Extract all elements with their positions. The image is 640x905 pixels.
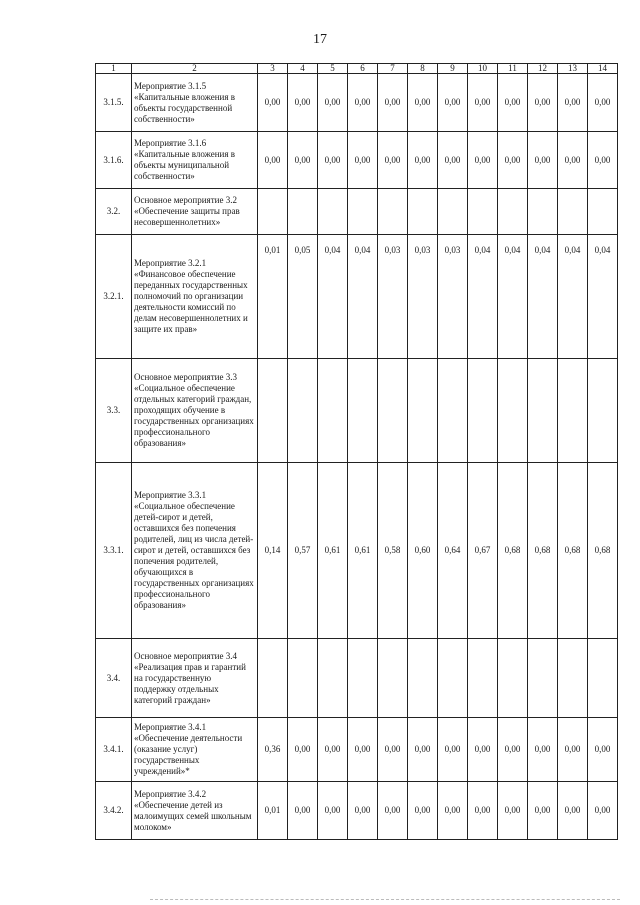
value-cell: 0,00 — [348, 782, 378, 840]
header-cell: 10 — [468, 64, 498, 74]
row-name: Мероприятие 3.3.1 «Социальное обеспечение детей-сирот и детей, оставшихся без попечения родителей, лиц из числа детей-сирот и детей, оставшихся без попечения родителей, обучающихся в государственных организациях профессионального образования» — [132, 463, 258, 639]
value-cell: 0,00 — [498, 132, 528, 189]
row-name: Основное мероприятие 3.2 «Обеспечение защиты прав несовершеннолетних» — [132, 189, 258, 235]
value-cell: 0,01 — [258, 782, 288, 840]
value-cell: 0,64 — [438, 463, 468, 639]
row-name: Мероприятие 3.2.1 «Финансовое обеспечение переданных государственных полномочий по организации деятельности комиссий по делам несовершеннолетних и защите их прав» — [132, 235, 258, 359]
value-cell: 0,00 — [408, 132, 438, 189]
value-cell — [528, 359, 558, 463]
header-cell: 14 — [588, 64, 618, 74]
value-cell: 0,36 — [258, 718, 288, 782]
value-cell — [408, 189, 438, 235]
value-cell — [498, 189, 528, 235]
value-cell — [558, 359, 588, 463]
value-cell: 0,00 — [408, 718, 438, 782]
value-cell — [348, 639, 378, 718]
value-cell — [318, 359, 348, 463]
value-cell — [528, 189, 558, 235]
value-cell: 0,00 — [468, 782, 498, 840]
table-row — [96, 189, 618, 235]
table-row — [96, 132, 618, 189]
value-cell: 0,68 — [498, 463, 528, 639]
value-cell: 0,00 — [438, 782, 468, 840]
value-cell: 0,00 — [498, 782, 528, 840]
value-cell: 0,00 — [288, 132, 318, 189]
value-cell — [498, 359, 528, 463]
value-cell: 0,00 — [528, 74, 558, 132]
value-cell: 0,00 — [528, 718, 558, 782]
header-cell: 6 — [348, 64, 378, 74]
value-cell: 0,00 — [378, 74, 408, 132]
value-cell: 0,04 — [348, 235, 378, 359]
value-cell: 0,00 — [468, 718, 498, 782]
value-cell: 0,04 — [318, 235, 348, 359]
value-cell — [498, 639, 528, 718]
value-cell — [588, 639, 618, 718]
value-cell: 0,04 — [498, 235, 528, 359]
value-cell: 0,03 — [378, 235, 408, 359]
value-cell: 0,00 — [558, 74, 588, 132]
header-cell: 11 — [498, 64, 528, 74]
header-cell: 12 — [528, 64, 558, 74]
value-cell: 0,61 — [318, 463, 348, 639]
value-cell — [258, 189, 288, 235]
header-cell: 5 — [318, 64, 348, 74]
value-cell: 0,00 — [468, 132, 498, 189]
table-row — [96, 718, 618, 782]
row-code: 3.2.1. — [96, 235, 132, 359]
value-cell — [438, 639, 468, 718]
header-cell: 2 — [132, 64, 258, 74]
program-table — [95, 63, 618, 840]
value-cell — [258, 639, 288, 718]
value-cell: 0,68 — [528, 463, 558, 639]
value-cell: 0,00 — [288, 782, 318, 840]
header-cell: 9 — [438, 64, 468, 74]
scan-bottom-line — [150, 899, 620, 900]
value-cell — [588, 359, 618, 463]
value-cell — [348, 189, 378, 235]
value-cell — [348, 359, 378, 463]
value-cell: 0,00 — [378, 782, 408, 840]
header-cell: 8 — [408, 64, 438, 74]
value-cell — [318, 189, 348, 235]
value-cell: 0,00 — [438, 132, 468, 189]
value-cell — [528, 639, 558, 718]
value-cell: 0,00 — [318, 74, 348, 132]
value-cell — [408, 639, 438, 718]
table-row — [96, 74, 618, 132]
value-cell: 0,68 — [558, 463, 588, 639]
value-cell: 0,00 — [378, 132, 408, 189]
header-cell: 7 — [378, 64, 408, 74]
value-cell: 0,01 — [258, 235, 288, 359]
value-cell: 0,00 — [438, 718, 468, 782]
value-cell — [258, 359, 288, 463]
row-code: 3.4.1. — [96, 718, 132, 782]
value-cell: 0,00 — [588, 132, 618, 189]
value-cell — [378, 359, 408, 463]
value-cell: 0,00 — [318, 718, 348, 782]
value-cell — [318, 639, 348, 718]
value-cell — [288, 189, 318, 235]
row-name: Мероприятие 3.4.1 «Обеспечение деятельности (оказание услуг) государственных учреждений»* — [132, 718, 258, 782]
value-cell: 0,00 — [468, 74, 498, 132]
row-name: Мероприятие 3.1.6 «Капитальные вложения в объекты муниципальной собственности» — [132, 132, 258, 189]
value-cell: 0,00 — [318, 132, 348, 189]
value-cell: 0,00 — [528, 132, 558, 189]
value-cell: 0,00 — [528, 782, 558, 840]
value-cell: 0,00 — [408, 74, 438, 132]
value-cell: 0,58 — [378, 463, 408, 639]
value-cell — [378, 189, 408, 235]
header-row — [96, 64, 618, 74]
value-cell: 0,00 — [348, 74, 378, 132]
header-cell: 13 — [558, 64, 588, 74]
row-name: Мероприятие 3.1.5 «Капитальные вложения в объекты государственной собственности» — [132, 74, 258, 132]
value-cell: 0,04 — [528, 235, 558, 359]
value-cell — [468, 359, 498, 463]
header-cell: 3 — [258, 64, 288, 74]
value-cell — [558, 189, 588, 235]
value-cell: 0,60 — [408, 463, 438, 639]
row-code: 3.3. — [96, 359, 132, 463]
value-cell: 0,00 — [558, 782, 588, 840]
value-cell: 0,04 — [588, 235, 618, 359]
value-cell — [558, 639, 588, 718]
value-cell: 0,00 — [348, 132, 378, 189]
value-cell: 0,03 — [408, 235, 438, 359]
value-cell: 0,00 — [588, 782, 618, 840]
value-cell — [288, 639, 318, 718]
value-cell: 0,03 — [438, 235, 468, 359]
value-cell: 0,67 — [468, 463, 498, 639]
row-name: Мероприятие 3.4.2 «Обеспечение детей из малоимущих семей школьным молоком» — [132, 782, 258, 840]
header-cell: 1 — [96, 64, 132, 74]
table-row — [96, 235, 618, 359]
value-cell: 0,00 — [288, 74, 318, 132]
value-cell: 0,00 — [438, 74, 468, 132]
row-code: 3.4. — [96, 639, 132, 718]
value-cell: 0,00 — [408, 782, 438, 840]
value-cell — [378, 639, 408, 718]
value-cell: 0,00 — [558, 132, 588, 189]
row-code: 3.2. — [96, 189, 132, 235]
row-code: 3.4.2. — [96, 782, 132, 840]
row-code: 3.1.5. — [96, 74, 132, 132]
row-code: 3.1.6. — [96, 132, 132, 189]
value-cell — [468, 189, 498, 235]
row-name: Основное мероприятие 3.4 «Реализация прав и гарантий на государственную поддержку отдельных категорий граждан» — [132, 639, 258, 718]
value-cell: 0,00 — [588, 74, 618, 132]
value-cell — [408, 359, 438, 463]
value-cell: 0,00 — [498, 718, 528, 782]
table-row — [96, 782, 618, 840]
value-cell — [468, 639, 498, 718]
value-cell: 0,68 — [588, 463, 618, 639]
value-cell — [438, 189, 468, 235]
value-cell: 0,00 — [588, 718, 618, 782]
value-cell: 0,00 — [348, 718, 378, 782]
table-row — [96, 639, 618, 718]
header-cell: 4 — [288, 64, 318, 74]
value-cell: 0,00 — [558, 718, 588, 782]
value-cell: 0,04 — [558, 235, 588, 359]
table-row — [96, 463, 618, 639]
value-cell: 0,00 — [258, 132, 288, 189]
value-cell: 0,00 — [258, 74, 288, 132]
page-number: 17 — [313, 32, 327, 47]
row-name: Основное мероприятие 3.3 «Социальное обеспечение отдельных категорий граждан, проходящих обучение в государственных организациях профессионального образования» — [132, 359, 258, 463]
value-cell: 0,00 — [288, 718, 318, 782]
value-cell: 0,00 — [318, 782, 348, 840]
value-cell — [288, 359, 318, 463]
value-cell — [588, 189, 618, 235]
value-cell: 0,05 — [288, 235, 318, 359]
value-cell: 0,00 — [378, 718, 408, 782]
value-cell: 0,14 — [258, 463, 288, 639]
value-cell: 0,00 — [498, 74, 528, 132]
value-cell: 0,04 — [468, 235, 498, 359]
table-row — [96, 359, 618, 463]
row-code: 3.3.1. — [96, 463, 132, 639]
value-cell: 0,61 — [348, 463, 378, 639]
value-cell — [438, 359, 468, 463]
value-cell: 0,57 — [288, 463, 318, 639]
